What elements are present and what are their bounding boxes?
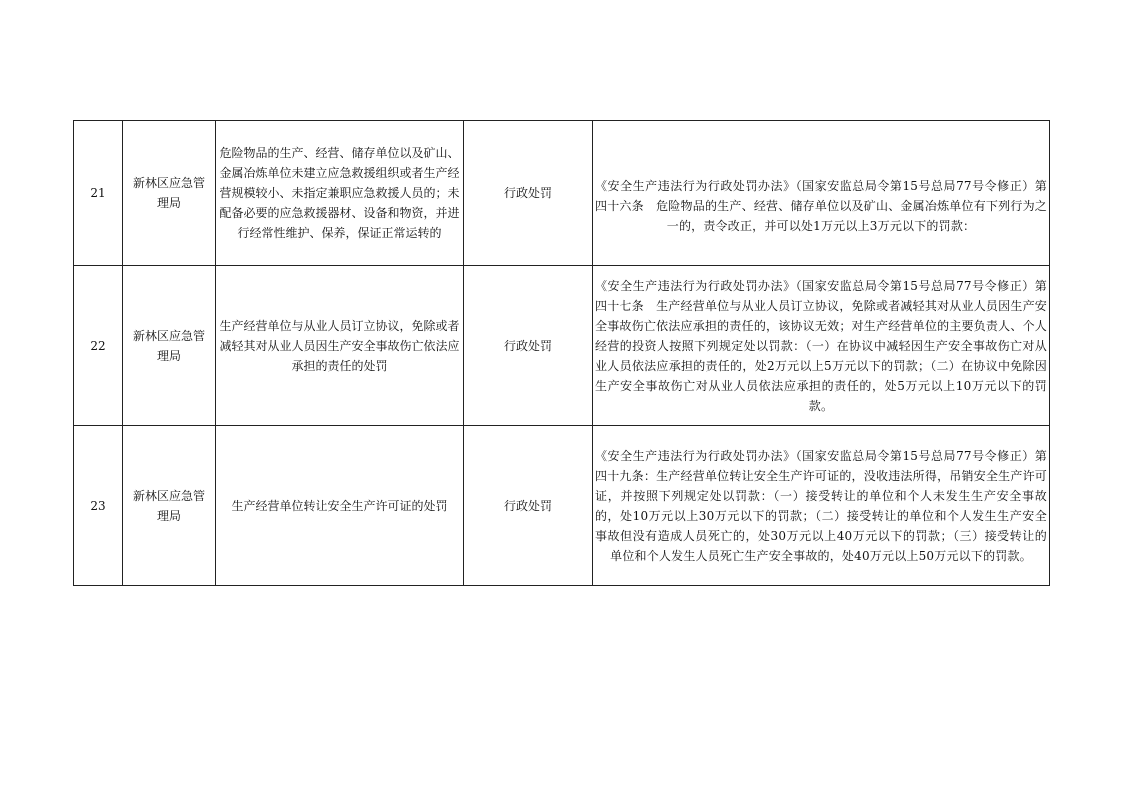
penalty-item: 危险物品的生产、经营、储存单位以及矿山、金属冶炼单位未建立应急救援组织或者生产经营规模较小、未指定兼职应急救援人员的；未配备必要的应急救援器材、设备和物资，并进行经常性维护、保养，保证正常运转的	[216, 121, 464, 266]
table-row	[74, 426, 1050, 586]
penalty-type: 行政处罚	[464, 426, 593, 586]
penalty-type: 行政处罚	[464, 266, 593, 426]
table-row	[74, 121, 1050, 266]
row-number: 22	[74, 266, 123, 426]
legal-basis-text: 《安全生产违法行为行政处罚办法》（国家安监总局令第15号总局77号令修正）第四十六条 危险物品的生产、经营、储存单位以及矿山、金属冶炼单位有下列行为之一的，责令改正，并可以处1万元以上3万元以下的罚款：	[595, 179, 1047, 233]
authority-name: 新林区应急管理局	[123, 426, 216, 586]
legal-basis	[593, 121, 1050, 266]
authority-name: 新林区应急管理局	[123, 121, 216, 266]
penalty-item: 生产经营单位与从业人员订立协议，免除或者减轻其对从业人员因生产安全事故伤亡依法应承担的责任的处罚	[216, 266, 464, 426]
legal-basis	[593, 266, 1050, 426]
penalty-item: 生产经营单位转让安全生产许可证的处罚	[216, 426, 464, 586]
legal-basis-text: 《安全生产违法行为行政处罚办法》（国家安监总局令第15号总局77号令修正）第四十九条：生产经营单位转让安全生产许可证的，没收违法所得，吊销安全生产许可证，并按照下列规定处以罚款：（一）接受转让的单位和个人未发生生产安全事故的，处10万元以上30万元以下的罚款；（二）接受转让的单位和个人发生生产安全事故但没有造成人员死亡的，处30万元以上40万元以下的罚款；（三）接受转让的单位和个人发生人员死亡生产安全事故的，处40万元以上50万元以下的罚款。	[595, 448, 1047, 563]
legal-basis	[593, 426, 1050, 586]
penalty-table	[73, 120, 1050, 586]
table-row	[74, 266, 1050, 426]
authority-name: 新林区应急管理局	[123, 266, 216, 426]
penalty-type: 行政处罚	[464, 121, 593, 266]
legal-basis-text: 《安全生产违法行为行政处罚办法》（国家安监总局令第15号总局77号令修正）第四十七条 生产经营单位与从业人员订立协议，免除或者减轻其对从业人员因生产安全事故伤亡依法应承担的责任的，该协议无效；对生产经营单位的主要负责人、个人经营的投资人按照下列规定处以罚款：（一）在协议中减轻因生产安全事故伤亡对从业人员依法应承担的责任的，处2万元以上5万元以下的罚款；（二）在协议中免除因生产安全事故伤亡对从业人员依法应承担的责任的，处5万元以上10万元以下的罚款。	[595, 278, 1047, 413]
row-number: 23	[74, 426, 123, 586]
row-number: 21	[74, 121, 123, 266]
